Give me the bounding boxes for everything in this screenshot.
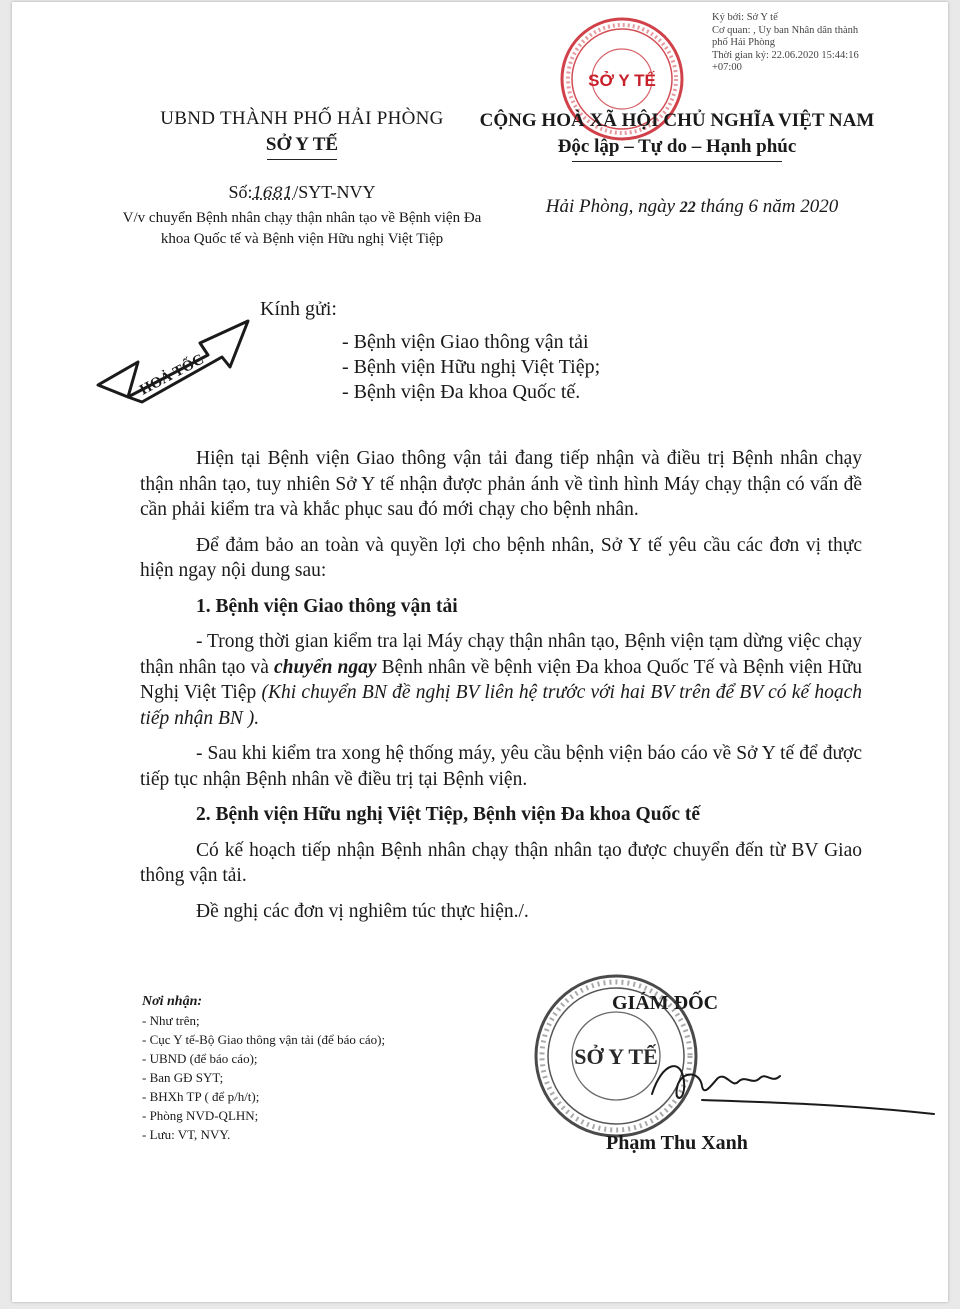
distribution-item: - UBND (để báo cáo);: [142, 1051, 258, 1066]
date-place: Hải Phòng, ngày: [545, 196, 676, 217]
recipient-item: - Bệnh viện Giao thông vận tải: [342, 331, 589, 353]
date-line: [482, 196, 902, 218]
distribution-item: - Lưu: VT, NVY.: [142, 1127, 231, 1142]
body-paragraph: Để đảm bảo an toàn và quyền lợi cho bệnh nhân, Sở Y tế yêu cầu các đơn vị thực hiện ngay nội dung sau:: [140, 534, 862, 581]
distribution-item: - Cục Y tế-Bộ Giao thông vận tải (để báo cáo);: [142, 1032, 386, 1047]
sig-line: phố Hải Phòng: [712, 37, 775, 48]
body-paragraph: Có kế hoạch tiếp nhận Bệnh nhân chạy thận nhân tạo được chuyển đến từ BV Giao thông vận tải.: [140, 839, 862, 886]
distribution-item: - BHXh TP ( để p/h/t);: [142, 1089, 260, 1104]
body-paragraph: [140, 629, 862, 731]
date-day: 22: [679, 199, 696, 216]
dept-name: SỞ Y TẾ: [265, 134, 339, 155]
distribution-item: - Như trên;: [142, 1013, 200, 1028]
distribution-title: Nơi nhận:: [142, 994, 203, 1009]
distribution-item: - Ban GĐ SYT;: [142, 1070, 224, 1085]
distribution-item: - Phòng NVD-QLHN;: [142, 1108, 259, 1123]
greeting-label: Kính gửi:: [260, 298, 337, 320]
section-heading: 1. Bệnh viện Giao thông vận tải: [196, 595, 458, 617]
section-heading: 2. Bệnh viện Hữu nghị Việt Tiệp, Bệnh viện Đa khoa Quốc tế: [196, 804, 700, 825]
closing-request: Đề nghị các đơn vị nghiêm túc thực hiện./.: [196, 900, 529, 922]
sig-line: Thời gian ký: 22.06.2020 15:44:16: [712, 49, 859, 61]
national-header: [452, 110, 902, 162]
sig-line: +07:00: [712, 62, 742, 73]
document-subject: V/v chuyển Bệnh nhân chạy thận nhân tạo về Bệnh viện Đa khoa Quốc tế và Bệnh viện Hữu nghị Việt Tiệp: [122, 210, 482, 247]
sig-line: Ký bởi: Sở Y tế: [712, 12, 778, 23]
seal-label: SỞ Y TẾ: [574, 1044, 658, 1069]
distribution-list: [142, 992, 502, 1144]
handwritten-signature: [642, 1042, 942, 1122]
signer-title: GIÁM ĐỐC: [612, 992, 719, 1014]
docno-prefix: Số:: [228, 182, 253, 202]
p3-part-a: - Trong thời gian kiểm tra lại Máy chạy thận nhân tạo, Bệnh viện tạm dừng việc chạy thận nhân tạo và: [140, 631, 862, 678]
body-paragraph: Hiện tại Bệnh viện Giao thông vận tải đang tiếp nhận và điều trị Bệnh nhân chạy thận nhân tạo, tuy nhiên Sở Y tế nhận được phản ánh về tình hình Máy chạy thận có vấn đề cần phải kiểm tra và khắc phục sau đó mới chạy cho bệnh nhân.: [140, 448, 862, 520]
p3-note: (Khi chuyển BN đề nghị BV liên hệ trước với hai BV trên để BV có kế hoạch tiếp nhận BN ).: [140, 682, 863, 729]
date-rest: tháng 6 năm 2020: [700, 196, 839, 217]
document-page: [12, 2, 948, 1302]
urgent-label: HOẢ TỐC: [137, 351, 207, 399]
urgent-arrow-stamp: [90, 307, 260, 412]
header-divider: [267, 159, 337, 160]
recipient-item: - Bệnh viện Hữu nghị Việt Tiệp;: [342, 356, 601, 378]
issuer-header: [122, 108, 482, 160]
docno-suffix: /SYT-NVY: [293, 182, 376, 202]
p3-emphasis: chuyển ngay: [273, 656, 377, 678]
docno-handwritten: 1681: [252, 183, 294, 202]
national-motto: Độc lập – Tự do – Hạnh phúc: [557, 136, 797, 157]
recipient-item: - Bệnh viện Đa khoa Quốc tế.: [342, 381, 581, 403]
org-name: UBND THÀNH PHỐ HẢI PHÒNG: [160, 108, 444, 129]
country-name: CỘNG HOÀ XÃ HỘI CHỦ NGHĨA VIỆT NAM: [479, 110, 875, 131]
sig-line: Cơ quan: , Ủy ban Nhân dân thành: [712, 24, 859, 36]
digital-signature-info: [712, 12, 942, 75]
seal-label: SỞ Y TẾ: [588, 71, 656, 90]
document-body: [140, 446, 862, 934]
body-paragraph: - Sau khi kiểm tra xong hệ thống máy, yêu cầu bệnh viện báo cáo về Sở Y tế để được tiếp tục nhận Bệnh nhân về điều trị tại Bệnh viện.: [140, 743, 862, 790]
document-number: [122, 182, 482, 203]
p3-part-c: Bệnh nhân về bệnh viện Đa khoa Quốc Tế và Bệnh viện Hữu Nghị Việt Tiệp: [140, 656, 863, 703]
motto-divider: [572, 161, 782, 162]
greeting-recipients: [342, 330, 600, 405]
signer-name: Phạm Thu Xanh: [606, 1132, 748, 1154]
